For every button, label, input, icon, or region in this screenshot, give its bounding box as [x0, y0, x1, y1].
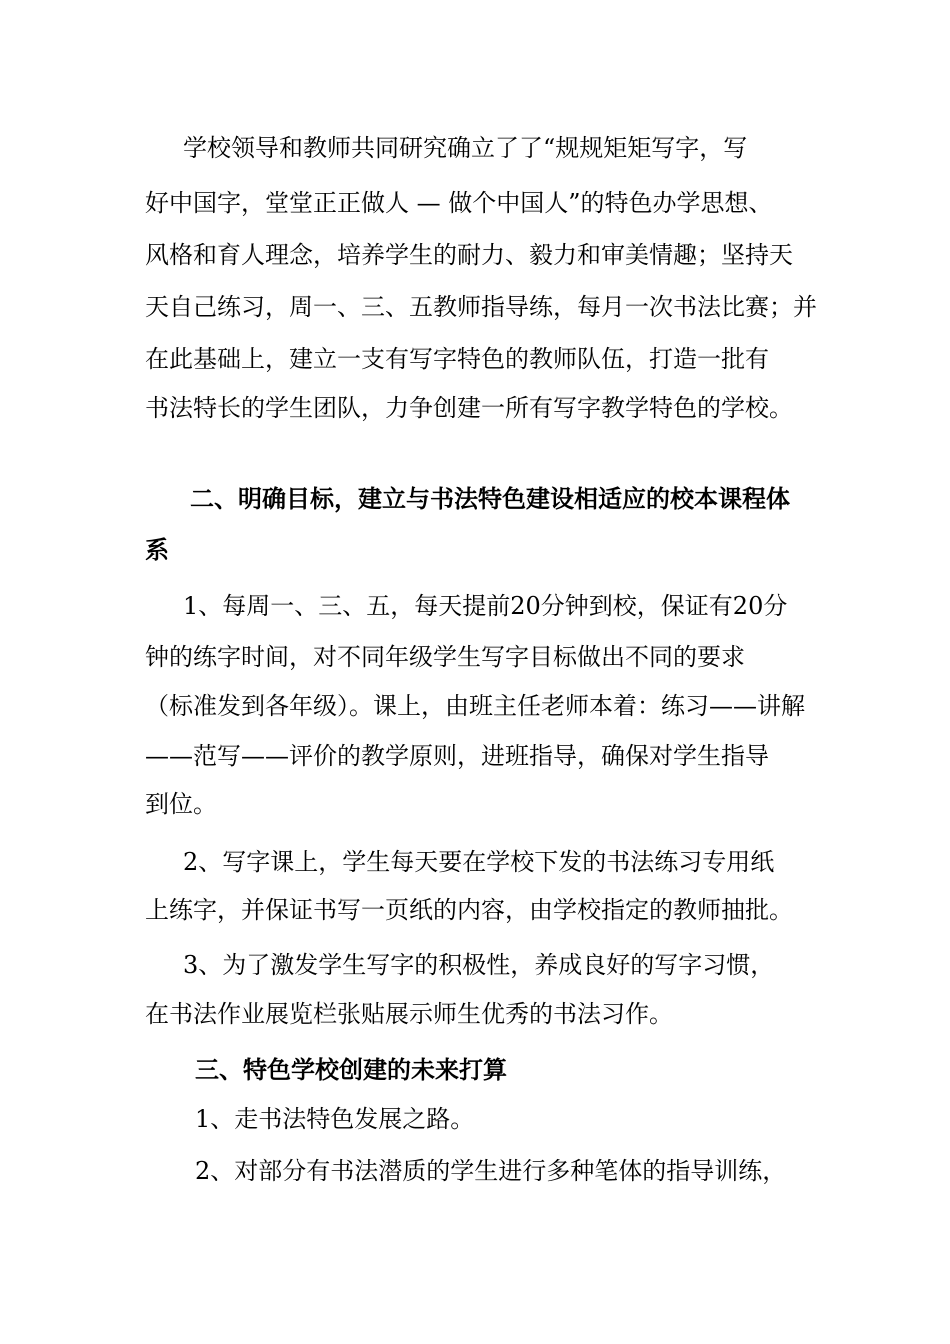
list-item-line: 1、走书法特色发展之路。 [195, 1105, 475, 1133]
list-item-line: ——范写——评价的教学原则，进班指导，确保对学生指导 [145, 742, 769, 770]
list-item-line: 1、每周一、三、五，每天提前20分钟到校，保证有20分 [183, 592, 788, 620]
list-item-line: 3、为了激发学生写字的积极性，养成良好的写字习惯， [183, 951, 775, 979]
paragraph-line: 天自己练习，周一、三、五教师指导练，每月一次书法比赛；并 [145, 293, 817, 321]
list-item-line: 2、对部分有书法潜质的学生进行多种笔体的指导训练， [195, 1157, 787, 1185]
paragraph-line: 好中国字，堂堂正正做人 — 做个中国人”的特色办学思想、 [145, 189, 773, 217]
section-heading: 三、特色学校创建的未来打算 [195, 1055, 507, 1084]
section-heading: 系 [145, 535, 169, 564]
list-item-line: 2、写字课上，学生每天要在学校下发的书法练习专用纸 [183, 848, 775, 876]
list-item-line: 在书法作业展览栏张贴展示师生优秀的书法习作。 [145, 1000, 673, 1028]
list-item-line: （标准发到各年级）。课上，由班主任老师本着：练习——讲解 [145, 692, 805, 720]
section-heading: 二、明确目标，建立与书法特色建设相适应的校本课程体 [190, 484, 790, 513]
list-item-line: 到位。 [145, 790, 217, 818]
list-item-line: 钟的练字时间，对不同年级学生写字目标做出不同的要求 [145, 643, 745, 671]
paragraph-line: 风格和育人理念，培养学生的耐力、毅力和审美情趣；坚持天 [145, 241, 793, 269]
paragraph-line: 书法特长的学生团队，力争创建一所有写字教学特色的学校。 [145, 394, 793, 422]
paragraph-line: 学校领导和教师共同研究确立了了“规规矩矩写字，写 [183, 134, 748, 162]
list-item-line: 上练字，并保证书写一页纸的内容，由学校指定的教师抽批。 [145, 896, 793, 924]
paragraph-line: 在此基础上，建立一支有写字特色的教师队伍，打造一批有 [145, 345, 769, 373]
